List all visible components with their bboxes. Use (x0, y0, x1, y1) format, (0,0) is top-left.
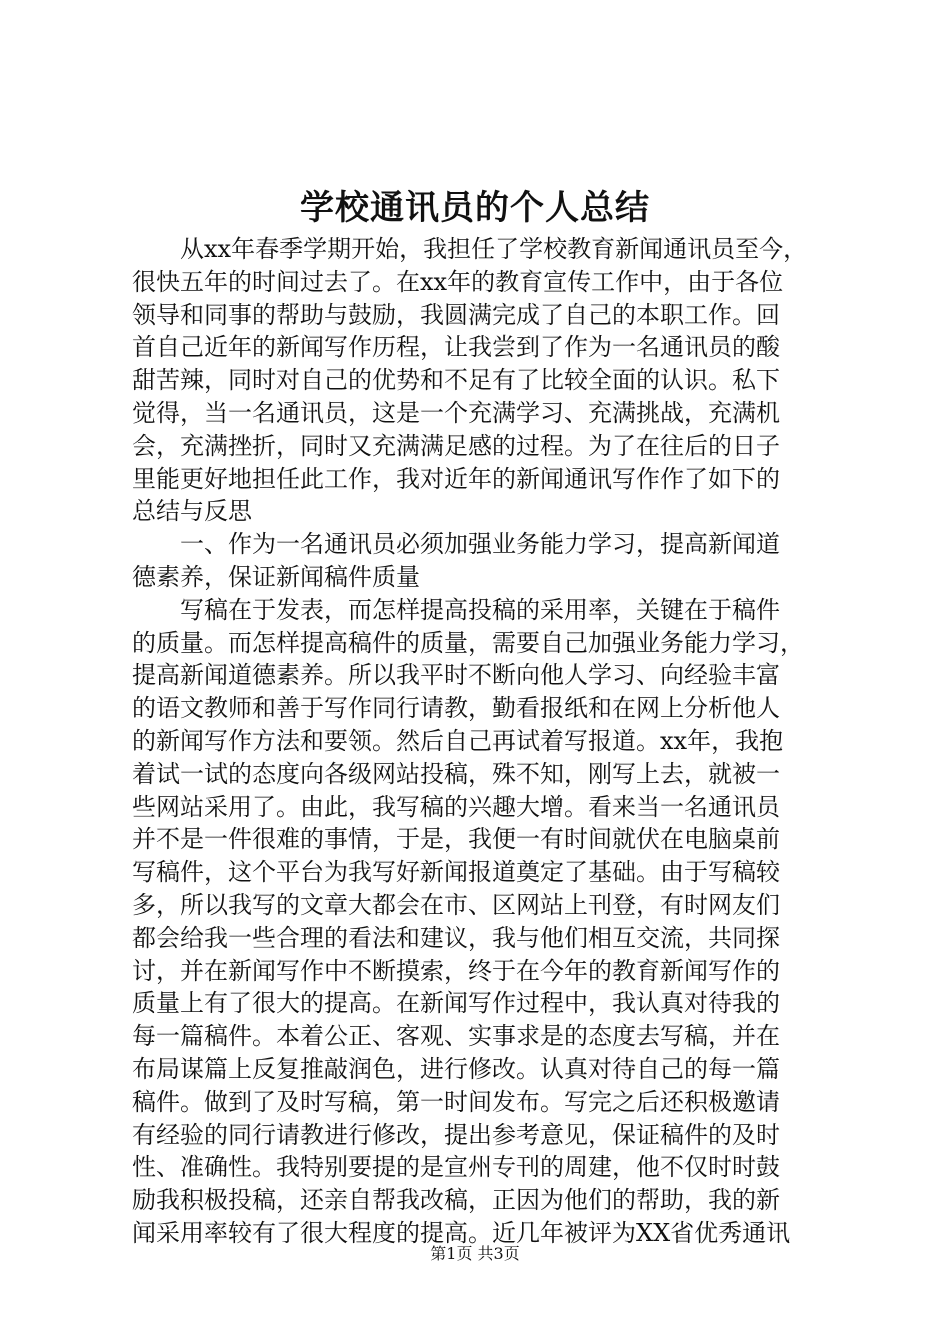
body-line: 励我积极投稿，还亲自帮我改稿，正因为他们的帮助，我的新 (132, 1186, 780, 1215)
body-line: 多，所以我写的文章大都会在市、区网站上刊登，有时网友们 (132, 890, 780, 919)
body-line: 一、作为一名通讯员必须加强业务能力学习，提高新闻道 (132, 530, 780, 559)
body-line: 的新闻写作方法和要领。然后自己再试着写报道。xx年，我抱 (132, 726, 784, 755)
document-title: 学校通讯员的个人总结 (300, 188, 650, 228)
body-line: 性、准确性。我特别要提的是宣州专刊的周建，他不仅时时鼓 (132, 1153, 780, 1182)
body-line: 稿件。做到了及时写稿，第一时间发布。写完之后还积极邀请 (132, 1087, 780, 1116)
body-line: 着试一试的态度向各级网站投稿，殊不知，刚写上去，就被一 (132, 759, 780, 788)
body-line: 写稿件，这个平台为我写好新闻报道奠定了基础。由于写稿较 (132, 858, 780, 887)
body-line: 总结与反思 (132, 497, 252, 526)
body-line: 质量上有了很大的提高。在新闻写作过程中，我认真对待我的 (132, 989, 780, 1018)
body-line: 很快五年的时间过去了。在xx年的教育宣传工作中，由于各位 (132, 267, 784, 296)
body-line: 些网站采用了。由此，我写稿的兴趣大增。看来当一名通讯员 (132, 792, 780, 821)
body-line: 提高新闻道德素养。所以我平时不断向他人学习、向经验丰富 (132, 661, 780, 690)
body-line: 每一篇稿件。本着公正、客观、实事求是的态度去写稿，并在 (132, 1022, 780, 1051)
body-line: 里能更好地担任此工作，我对近年的新闻通讯写作作了如下的 (132, 464, 780, 493)
body-line: 首自己近年的新闻写作历程，让我尝到了作为一名通讯员的酸 (132, 333, 780, 362)
body-line: 都会给我一些合理的看法和建议，我与他们相互交流，共同探 (132, 923, 780, 952)
body-line: 领导和同事的帮助与鼓励，我圆满完成了自己的本职工作。回 (132, 300, 780, 329)
body-line: 并不是一件很难的事情，于是，我便一有时间就伏在电脑桌前 (132, 825, 780, 854)
body-line: 闻采用率较有了很大程度的提高。近几年被评为XX省优秀通讯 (132, 1218, 791, 1247)
body-line: 的质量。而怎样提高稿件的质量，需要自己加强业务能力学习， (132, 628, 804, 657)
page-footer: 第1页 共3页 (430, 1244, 520, 1263)
body-line: 觉得，当一名通讯员，这是一个充满学习、充满挑战，充满机 (132, 398, 780, 427)
document-body (132, 233, 832, 1250)
body-line: 甜苦辣，同时对自己的优势和不足有了比较全面的认识。私下 (132, 366, 780, 395)
body-line: 的语文教师和善于写作同行请教，勤看报纸和在网上分析他人 (132, 694, 780, 723)
body-line: 讨，并在新闻写作中不断摸索，终于在今年的教育新闻写作的 (132, 956, 780, 985)
body-line: 写稿在于发表，而怎样提高投稿的采用率，关键在于稿件 (132, 595, 780, 624)
body-line: 会，充满挫折，同时又充满满足感的过程。为了在往后的日子 (132, 431, 780, 460)
body-line: 从xx年春季学期开始，我担任了学校教育新闻通讯员至今， (132, 235, 808, 263)
body-line: 有经验的同行请教进行修改，提出参考意见，保证稿件的及时 (132, 1120, 780, 1149)
body-line: 德素养，保证新闻稿件质量 (132, 562, 420, 591)
body-line: 布局谋篇上反复推敲润色，进行修改。认真对待自己的每一篇 (132, 1054, 780, 1083)
